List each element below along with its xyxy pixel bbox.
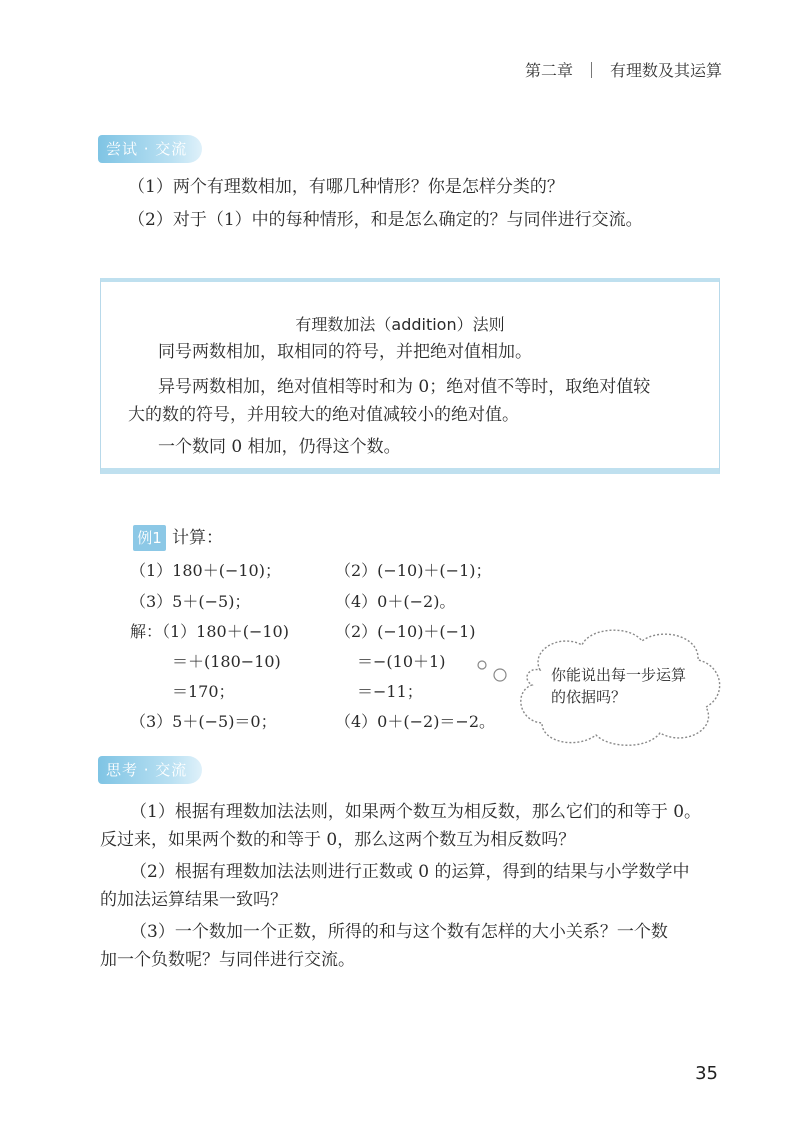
- problem-1: （1）180＋(−10)；: [130, 561, 281, 580]
- solution-3: （3）5＋(−5)＝0；: [130, 712, 277, 731]
- problem-4: （4）0＋(−2)。: [335, 592, 456, 611]
- rule-different-sign-line-2: 大的数的符号，并用较大的绝对值减较小的绝对值。: [128, 405, 519, 425]
- header-divider: [591, 62, 592, 78]
- think-question-1-line-1: （1）根据有理数加法法则，如果两个数互为相反数，那么它们的和等于 0。: [130, 802, 702, 822]
- solution-4: （4）0＋(−2)＝−2。: [335, 712, 496, 731]
- example-tag: 例1: [133, 525, 166, 551]
- page-header: [525, 58, 722, 81]
- solution-1-line-3: ＝170；: [172, 682, 235, 701]
- rule-same-sign: 同号两数相加，取相同的符号，并把绝对值相加。: [158, 342, 532, 362]
- problem-2: （2）(−10)＋(−1)；: [335, 561, 492, 580]
- think-question-1-line-2: 反过来，如果两个数的和等于 0，那么这两个数互为相反数吗？: [100, 830, 576, 850]
- try-question-1: （1）两个有理数相加，有哪几种情形？你是怎样分类的？: [128, 177, 564, 197]
- think-discuss-tag: 思考 · 交流: [98, 756, 202, 784]
- solution-2-line-2: ＝−(10＋1): [357, 652, 446, 671]
- solution-2-line-1: （2）(−10)＋(−1): [335, 622, 476, 641]
- try-question-2: （2）对于（1）中的每种情形，和是怎么确定的？与同伴进行交流。: [128, 210, 643, 230]
- solution-1-line-1: 解：（1）180＋(−10): [130, 622, 289, 641]
- chapter-label: 第二章: [524, 61, 573, 80]
- solution-2-line-3: ＝−11；: [357, 682, 423, 701]
- think-question-3-line-1: （3）一个数加一个正数，所得的和与这个数有怎样的大小关系？一个数: [130, 922, 668, 942]
- chapter-title: 有理数及其运算: [609, 61, 722, 80]
- thought-bubble-text: 你能说出每一步运算的依据吗？: [551, 666, 687, 706]
- think-question-3-line-2: 加一个负数呢？与同伴进行交流。: [100, 950, 355, 970]
- solution-1-line-2: ＝＋(180−10): [172, 652, 281, 671]
- example-title: 计算：: [172, 528, 223, 548]
- problem-3: （3）5＋(−5)；: [130, 592, 251, 611]
- rule-add-zero: 一个数同 0 相加，仍得这个数。: [158, 437, 401, 457]
- think-question-2-line-2: 的加法运算结果一致吗？: [100, 890, 287, 910]
- think-question-2-line-1: （2）根据有理数加法法则进行正数或 0 的运算，得到的结果与小学数学中: [130, 862, 690, 882]
- rule-title: 有理数加法（addition）法则: [295, 315, 505, 334]
- page-number: 35: [695, 1063, 718, 1084]
- rule-different-sign-line-1: 异号两数相加，绝对值相等时和为 0；绝对值不等时，取绝对值较: [158, 377, 651, 397]
- try-discuss-tag: 尝试 · 交流: [98, 135, 202, 163]
